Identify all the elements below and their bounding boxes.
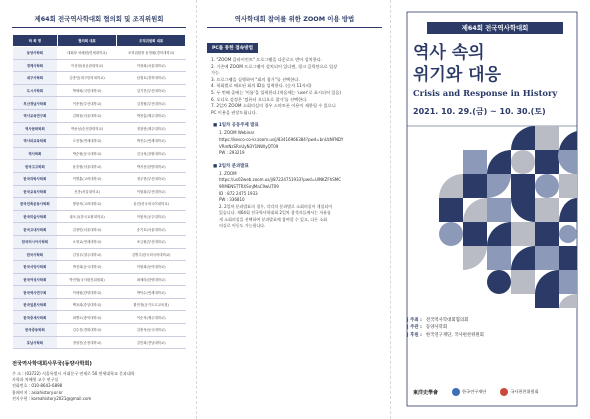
logo-dongyang-text: 東洋史學會	[413, 389, 439, 396]
cover-panel	[390, 0, 590, 419]
table-cell: 김장민(서울대학교)	[57, 223, 116, 236]
day1-line: VRmNzSRnUyN3Y1NWlyQT09	[219, 143, 279, 149]
table-cell: 한국고대사학회	[13, 223, 58, 236]
table-cell: 한국러시아사학회	[13, 235, 58, 248]
table-row	[13, 147, 186, 160]
table-cell: 오영교(연세대학교)	[57, 235, 116, 248]
table-cell: 남철호(경북대학교)	[117, 72, 186, 85]
table-header-cell: 협의회 대표	[57, 35, 116, 47]
office-line: 사학과 차혜원 교수 연구실	[12, 377, 59, 383]
table-cell: 역사문화학회	[13, 122, 58, 135]
zoom-step: 7. 2일차 ZOOM 소회의실의 경우 스마트폰 이용이 제한될 수 있으니	[211, 103, 336, 109]
table-row	[13, 223, 186, 236]
main-title-line2: 위기와 대응	[413, 65, 502, 85]
table-cell: 역사교육연구회	[13, 109, 58, 122]
day2-line: 있습니다. 제64회 전국역사학대회 2일차 참석자들께서는 자유롭	[219, 210, 331, 216]
office-line: 전자우편 : koreahistory2021@gmail.com	[12, 396, 92, 402]
table-cell: 이종봉(부산대학교)	[57, 97, 116, 110]
english-title: Crisis and Response in History	[413, 88, 558, 98]
host-value: 전국역사학대회협의회	[425, 318, 469, 323]
table-cell: 박진희(동국대학교)	[57, 261, 116, 274]
logo-nrf-text: 한국연구재단	[462, 389, 487, 394]
committee-panel	[0, 0, 196, 419]
table-cell: 박동성(순천향대학교)	[57, 122, 116, 135]
table-row	[13, 160, 186, 173]
day2-line: 의실로 이동도 가능합니다.	[219, 223, 266, 229]
committee-table	[12, 34, 186, 349]
table-row	[13, 311, 186, 324]
table-row	[13, 198, 186, 211]
table-cell: 부산경남사학회	[13, 97, 58, 110]
table-cell: 이병훈(고려대학교)	[57, 172, 116, 185]
table-cell: 호남사학회	[13, 336, 58, 349]
table-cell: 정우현(부산대학교)	[117, 172, 186, 185]
table-cell: 박세희(국민대학교)	[57, 84, 116, 97]
table-row	[13, 324, 186, 337]
table-cell: 한국여성사학회	[13, 273, 58, 286]
zoom-step: PC 이용을 권장드립니다.	[211, 109, 257, 115]
table-row	[13, 261, 186, 274]
day1-title-text: 1일차 공동주제 발표	[218, 123, 259, 129]
table-cell: 조금원(부산대학교)	[117, 235, 186, 248]
day1-line: PW : 293219	[219, 150, 245, 156]
office-line: 주 소 : (03722) 서울특별시 서대문구 연세로 50 연세대학교 문과대학	[12, 370, 135, 376]
table-cell: 한국교육사학회	[13, 185, 58, 198]
zoom-steps	[207, 57, 382, 116]
zoom-step: 가능.	[211, 70, 221, 76]
main-title-line1: 역사 속의	[413, 43, 485, 63]
day1-info	[207, 130, 382, 156]
table-cell: 역사와교육학회	[13, 135, 58, 148]
committee-title: 제64회 전국역사학대회 협의회 및 조직위원회	[12, 14, 186, 28]
zoom-step: 2. 기존에 ZOOM 프로그램이 설치되어 있다면, 링크 클릭만으로 입장	[211, 63, 338, 69]
table-row	[13, 97, 186, 110]
event-badge: 제64회 전국역사학대회	[427, 22, 563, 34]
table-cell: 도시사학회	[13, 84, 58, 97]
table-row	[13, 72, 186, 85]
host-label: | 주최 :	[407, 318, 422, 323]
table-row	[13, 47, 186, 60]
office-lines	[12, 371, 186, 403]
table-cell: 동양사학회	[13, 47, 58, 60]
table-cell: 한국일본사학회	[13, 298, 58, 311]
table-row	[13, 273, 186, 286]
table-row	[13, 109, 186, 122]
table-cell: 한국사학회	[13, 248, 58, 261]
table-cell: 이상철(성균관대학교)	[57, 59, 116, 72]
day2-line: 1. ZOOM	[219, 170, 237, 176]
table-row	[13, 59, 186, 72]
table-cell: 도현철(연세대학교)	[57, 135, 116, 148]
table-cell: 신종(서울대학교)	[57, 185, 116, 198]
host-row	[407, 317, 577, 324]
table-cell: 정성진(순천대학교)	[57, 336, 116, 349]
table-header-row	[13, 35, 186, 47]
host-value: 한국연구재단, 국사편찬위원회	[425, 332, 484, 338]
table-row	[13, 172, 186, 185]
table-cell: 박진수(연세대학교)	[117, 135, 186, 148]
table-cell: 최세라(한양대학교)	[117, 273, 186, 286]
day2-title: ■ 2일차 분과발표	[213, 163, 249, 169]
zoom-step: 3. 프로그램을 실행하여 "회의 참가"를 선택한다.	[211, 76, 300, 82]
table-cell: 김수진(경희대학교)	[57, 324, 116, 337]
table-cell: 김기진(부산대학교)	[117, 84, 186, 97]
table-row	[13, 235, 186, 248]
day1-title: ■ 1일차 공동주제 발표	[213, 123, 259, 129]
table-cell: 정창현(제주대학교)	[117, 122, 186, 135]
table-cell: 한국미술사학회	[13, 210, 58, 223]
logo-history-committee-text: 국사편찬위원회	[510, 389, 539, 394]
office-title: 전국역사학대회사무국(동양사학회)	[12, 361, 92, 368]
host-label: | 후원 :	[407, 332, 422, 338]
zoom-step: 4. 학회별로 배포된 회의 ID를 입력한다. (숫자 11자리)	[211, 83, 312, 89]
office-line: 홈페이지 : asiahistory.or.kr	[12, 389, 63, 395]
table-cell: 김정우(청주대학교)	[57, 248, 116, 261]
hosts-info	[407, 317, 577, 339]
table-row	[13, 210, 186, 223]
table-cell: 김태웅(서울대학교)	[57, 109, 116, 122]
logo-nrf	[452, 388, 486, 396]
table-cell: 박덕수(연세대학교)	[117, 286, 186, 299]
pc-section-title: PC를 통한 접속방법	[207, 43, 258, 53]
table-cell: 한국역사연구회	[13, 286, 58, 299]
table-cell: 김충석(동국대학교)	[117, 324, 186, 337]
table-cell: 조직위원장 윤영휘(경북대학교)	[117, 47, 186, 60]
logo-row	[413, 388, 539, 396]
table-cell: 김병주(한국외국어대학교)	[117, 248, 186, 261]
table-cell: 이원석(공주대학교)	[117, 210, 186, 223]
table-body	[13, 47, 186, 349]
table-cell: 김종인(대구한의대학교)	[57, 72, 116, 85]
host-row	[407, 324, 577, 331]
zoom-step: 5. 두 번째 줄에는 '이름'을 입력한다.(처음에는 'user'로 표시되어 있음)	[211, 89, 342, 95]
table-cell: 이순석(제주대학교)	[117, 311, 186, 324]
table-cell: 김규성(강원대학교)	[117, 147, 186, 160]
table-cell: 김민희(전남대학교)	[117, 336, 186, 349]
day2-line: ID : 872 2475 1933	[219, 190, 258, 196]
table-cell: 박진원(국사편찬위원회)	[57, 273, 116, 286]
day2-line: https://us02web.zoom.us/j/87224751933?pwd=UlNKZFhSMC	[219, 177, 342, 183]
event-date: 2021. 10. 29.(금) ~ 10. 30.(토)	[413, 107, 546, 116]
day2-title-text: 2일차 분과발표	[218, 163, 249, 169]
table-cell: 한국민족운동사학회	[13, 198, 58, 211]
table-cell: 이원희(동아대학교)	[117, 261, 186, 274]
zoom-step: 6. 오디오 설정은 '컴퓨터 오디오로 참가'를 선택한다.	[211, 96, 308, 102]
table-cell: 송기호(서울대학교)	[117, 223, 186, 236]
table-cell: 권오규(한국교원대학교)	[57, 210, 116, 223]
history-committee-mark-icon	[500, 388, 508, 396]
pattern-shapes	[439, 126, 577, 308]
day2-line: 2. 2일차 분과발표의 경우, 각각의 분과별로 소회의실이 개설되어	[219, 203, 333, 209]
table-cell: 최병도(충북대학교)	[57, 311, 116, 324]
table-cell: 백옥희(중앙대학교)	[57, 298, 116, 311]
table-cell: 역사학회	[13, 147, 58, 160]
table-cell: 한국서양사학회	[13, 261, 58, 274]
table-cell: 윤중원(서울대학교)	[57, 160, 116, 173]
day1-line: 1. ZOOM Webinar	[219, 130, 255, 136]
day2-info	[207, 171, 382, 230]
day2-line: 게 소회의실을 선택하여 분과발표에 참여할 수 있고, 다른 소회	[219, 216, 328, 222]
table-cell: 황현정(공기도고교육청)	[117, 298, 186, 311]
table-row	[13, 122, 186, 135]
table-cell: 박순원(동국대학교)	[57, 147, 116, 160]
main-title	[413, 42, 573, 86]
table-cell: 윤진(한국외국어대학교)	[117, 198, 186, 211]
table-header-cell: 조직위원회 대표	[117, 35, 186, 47]
table-row	[13, 84, 186, 97]
host-value: 동양사학회	[425, 325, 448, 331]
table-cell: 한국고고학회	[13, 160, 58, 173]
table-row	[13, 248, 186, 261]
table-cell: 한국중세사학회	[13, 311, 58, 324]
table-cell: 대회장 차혜원(연세대학교)	[57, 47, 116, 60]
table-cell: 한국과학사학회	[13, 172, 58, 185]
table-row	[13, 185, 186, 198]
table-cell: 한국중동학회	[13, 324, 58, 337]
host-row	[407, 332, 577, 339]
zoom-step: 1. "ZOOM 클라이언트" 프로그램을 다운로드 받아 설치한다.	[211, 57, 323, 62]
table-cell: 방광석(고려대학교)	[57, 198, 116, 211]
nrf-mark-icon	[452, 388, 460, 396]
table-cell: 이세원(한양대학교)	[57, 286, 116, 299]
logo-dongyang	[413, 389, 438, 396]
table-cell: 김정원(부산대학교)	[117, 97, 186, 110]
logo-history-committee	[500, 388, 538, 396]
day2-line: 9RMENSTTRXSmJMaC9wUT09	[219, 183, 279, 189]
day1-line: https://kesco-co-kr.zoom.us/j/83416966384?pwd=bnUzNFNDY	[219, 136, 344, 142]
host-label: | 주관 :	[407, 325, 422, 331]
table-row	[13, 286, 186, 299]
office-info	[12, 361, 186, 402]
table-row	[13, 336, 186, 349]
day2-line: PW : 336810	[219, 197, 245, 203]
table-cell: 이형희(서울대학교)	[117, 59, 186, 72]
zoom-panel	[196, 0, 390, 419]
table-header-cell: 학 회 명	[13, 35, 58, 47]
table-row	[13, 135, 186, 148]
table-cell: 대구사학회	[13, 72, 58, 85]
office-line: 전화번호 : 010-8643-6898	[12, 383, 63, 389]
table-cell: 박지선(한양대학교)	[117, 160, 186, 173]
zoom-title: 역사학대회 참여를 위한 ZOOM 이용 방법	[207, 14, 382, 28]
table-row	[13, 298, 186, 311]
table-cell: 경제사학회	[13, 59, 58, 72]
table-cell: 박찬흥(제주대학교)	[117, 109, 186, 122]
table-cell: 이원희(부산대학교)	[117, 185, 186, 198]
